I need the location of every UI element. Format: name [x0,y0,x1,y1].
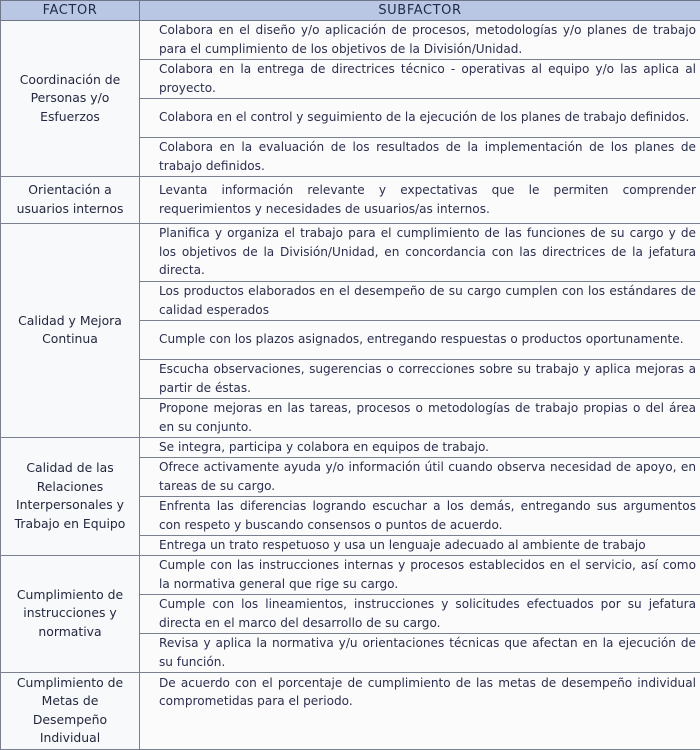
subfactor-cell: Cumple con los lineamientos, instrucciones y solicitudes efectuados por su jefatura directa en el marco del desarrollo de su cargo. [140,594,700,633]
factor-cell: Calidad de las Relaciones Interpersonales y Trabajo en Equipo [1,437,140,555]
factor-cell: Orientación a usuarios internos [1,176,140,223]
table-row [1,672,700,749]
subfactor-cell: Enfrenta las diferencias logrando escuchar a los demás, entregando sus argumentos con respeto y buscando consensos o puntos de acuerdo. [140,496,700,535]
subfactor-cell: Propone mejoras en las tareas, procesos o metodologías de trabajo propias o del área en su conjunto. [140,398,700,437]
factor-header: FACTOR [1,1,140,21]
subfactor-cell: Levanta información relevante y expectativas que le permiten comprender requerimientos y necesidades de usuarios/as internos. [140,176,700,223]
subfactor-cell: Los productos elaborados en el desempeño de su cargo cumplen con los estándares de calidad esperados [140,281,700,320]
subfactor-cell: Cumple con los plazos asignados, entregando respuestas o productos oportunamente. [140,320,700,359]
subfactor-cell: Colabora en la evaluación de los resultados de la implementación de los planes de trabajo definidos. [140,137,700,176]
subfactor-header: SUBFACTOR [140,1,700,21]
subfactor-cell: Colabora en el control y seguimiento de la ejecución de los planes de trabajo definidos. [140,98,700,137]
table-row [1,223,700,281]
subfactor-cell: De acuerdo con el porcentaje de cumplimiento de las metas de desempeño individual comprometidas para el periodo. [140,672,700,749]
table-row [1,21,700,60]
factor-cell: Calidad y Mejora Continua [1,223,140,437]
factor-cell: Cumplimiento de instrucciones y normativa [1,555,140,672]
table-row [1,176,700,223]
subfactor-cell: Ofrece activamente ayuda y/o información útil cuando observa necesidad de apoyo, en tareas de su cargo. [140,457,700,496]
subfactor-cell: Colabora en el diseño y/o aplicación de procesos, metodologías y/o planes de trabajo para el cumplimiento de los objetivos de la División/Unidad. [140,21,700,60]
subfactor-cell: Planifica y organiza el trabajo para el cumplimiento de las funciones de su cargo y de los objetivos de la División/Unidad, en concordancia con las directrices de la jefatura directa. [140,223,700,281]
table-row [1,437,700,457]
subfactor-cell: Revisa y aplica la normativa y/u orientaciones técnicas que afectan en la ejecución de su función. [140,633,700,672]
subfactor-cell: Escucha observaciones, sugerencias o correcciones sobre su trabajo y aplica mejoras a partir de éstas. [140,359,700,398]
header-row [1,1,700,21]
subfactor-cell: Se integra, participa y colabora en equipos de trabajo. [140,437,700,457]
factor-cell: Coordinación de Personas y/o Esfuerzos [1,21,140,177]
subfactor-cell: Colabora en la entrega de directrices técnico - operativas al equipo y/o las aplica al proyecto. [140,59,700,98]
subfactor-cell: Cumple con las instrucciones internas y procesos establecidos en el servicio, así como la normativa general que rige su cargo. [140,555,700,594]
factor-cell: Cumplimiento de Metas de Desempeño Individual [1,672,140,749]
subfactor-cell: Entrega un trato respetuoso y usa un lenguaje adecuado al ambiente de trabajo [140,535,700,555]
table-row [1,555,700,594]
